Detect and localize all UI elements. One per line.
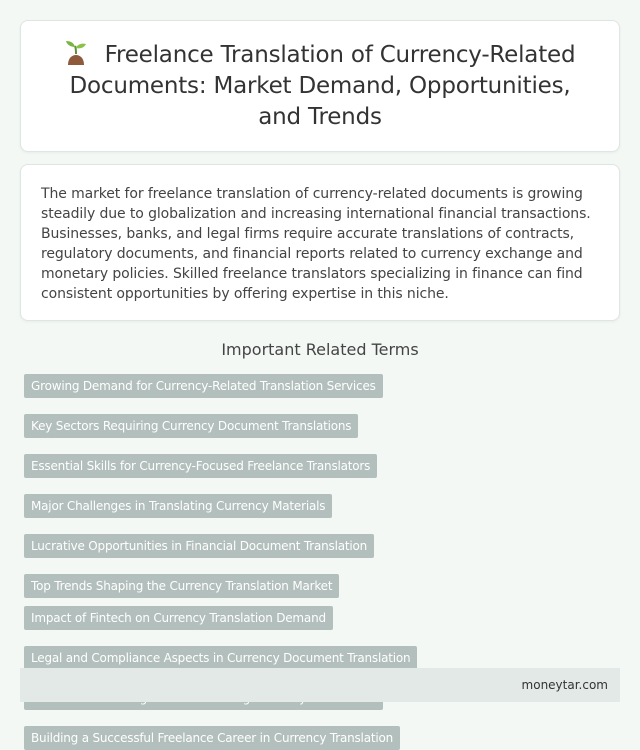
footer-site-link[interactable]: moneytar.com	[521, 678, 608, 692]
related-term-tag[interactable]: Impact of Fintech on Currency Translation Demand	[24, 606, 333, 630]
summary-card	[20, 164, 620, 321]
sprout-icon	[65, 41, 87, 65]
related-term-tag[interactable]: Key Sectors Requiring Currency Document Translations	[24, 414, 358, 438]
page-title-text: Freelance Translation of Currency-Related Documents: Market Demand, Opportunities, and Trends	[69, 41, 576, 130]
related-term-tag[interactable]: Lucrative Opportunities in Financial Document Translation	[24, 534, 374, 558]
related-terms-heading: Important Related Terms	[221, 340, 419, 359]
related-term-tag[interactable]: Growing Demand for Currency-Related Translation Services	[24, 374, 383, 398]
title-card	[20, 20, 620, 152]
footer	[20, 668, 620, 702]
related-term-tag[interactable]: Major Challenges in Translating Currency Materials	[24, 494, 332, 518]
related-term-tag[interactable]: Building a Successful Freelance Career in Currency Translation	[24, 726, 400, 750]
related-term-tag[interactable]: Legal and Compliance Aspects in Currency Document Translation	[24, 646, 417, 670]
summary-text: The market for freelance translation of currency-related documents is growing steadily due to globalization and increasing international financial transactions. Businesses, banks, and legal firms require accurate translations of contracts, regulatory documents, and financial reports related to currency exchange and monetary policies. Skilled freelance translators specializing in finance can find consistent opportunities by offering expertise in this niche.	[41, 186, 591, 302]
related-term-tag[interactable]: Essential Skills for Currency-Focused Freelance Translators	[24, 454, 377, 478]
related-term-tag[interactable]: Top Trends Shaping the Currency Translation Market	[24, 574, 339, 598]
page-title	[51, 40, 589, 133]
